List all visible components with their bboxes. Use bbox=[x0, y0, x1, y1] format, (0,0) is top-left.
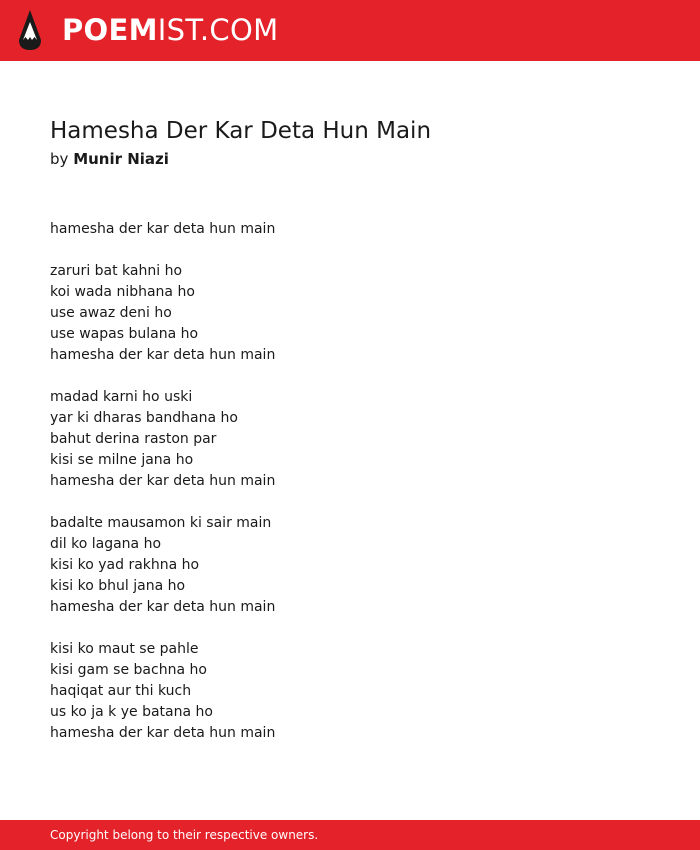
poem-stanza bbox=[50, 219, 275, 240]
poem-line: kisi ko bhul jana ho bbox=[50, 578, 186, 594]
poem-stanza bbox=[50, 261, 275, 366]
brand-light-text: IST.COM bbox=[157, 13, 279, 47]
poem-line: hamesha der kar deta hun main bbox=[50, 725, 276, 741]
poem-body bbox=[50, 219, 275, 765]
poem-stanza bbox=[50, 639, 275, 744]
site-header bbox=[0, 0, 700, 61]
poem-line: dil ko lagana ho bbox=[50, 536, 162, 552]
poem-line: us ko ja k ye batana ho bbox=[50, 704, 213, 720]
site-brand[interactable] bbox=[62, 13, 278, 47]
poem-title: Hamesha Der Kar Deta Hun Main bbox=[50, 118, 432, 144]
poem-line: bahut derina raston par bbox=[50, 431, 217, 447]
author-name: Munir Niazi bbox=[73, 150, 169, 168]
poem-line: kisi ko maut se pahle bbox=[50, 641, 199, 657]
poem-byline bbox=[50, 149, 169, 169]
poem-line: use wapas bulana ho bbox=[50, 326, 199, 342]
poem-line: use awaz deni ho bbox=[50, 305, 172, 321]
poem-line: yar ki dharas bandhana ho bbox=[50, 410, 238, 426]
brand-bold-text: POEM bbox=[62, 13, 158, 47]
poem-line: hamesha der kar deta hun main bbox=[50, 599, 276, 615]
poem-line: hamesha der kar deta hun main bbox=[50, 473, 276, 489]
poem-line: hamesha der kar deta hun main bbox=[50, 347, 276, 363]
site-footer bbox=[0, 820, 700, 850]
by-label: by bbox=[50, 150, 69, 168]
poem-stanza bbox=[50, 387, 275, 492]
poem-line: haqiqat aur thi kuch bbox=[50, 683, 192, 699]
poem-stanza bbox=[50, 513, 275, 618]
poem-line: kisi se milne jana ho bbox=[50, 452, 194, 468]
copyright-text: Copyright belong to their respective owners. bbox=[50, 828, 319, 842]
poem-line: kisi gam se bachna ho bbox=[50, 662, 207, 678]
poem-line: kisi ko yad rakhna ho bbox=[50, 557, 200, 573]
poem-line: koi wada nibhana ho bbox=[50, 284, 195, 300]
poem-line: zaruri bat kahni ho bbox=[50, 263, 183, 279]
poem-line: hamesha der kar deta hun main bbox=[50, 221, 276, 237]
pencil-tip-icon[interactable] bbox=[18, 9, 42, 51]
poem-line: badalte mausamon ki sair main bbox=[50, 515, 272, 531]
poem-line: madad karni ho uski bbox=[50, 389, 193, 405]
